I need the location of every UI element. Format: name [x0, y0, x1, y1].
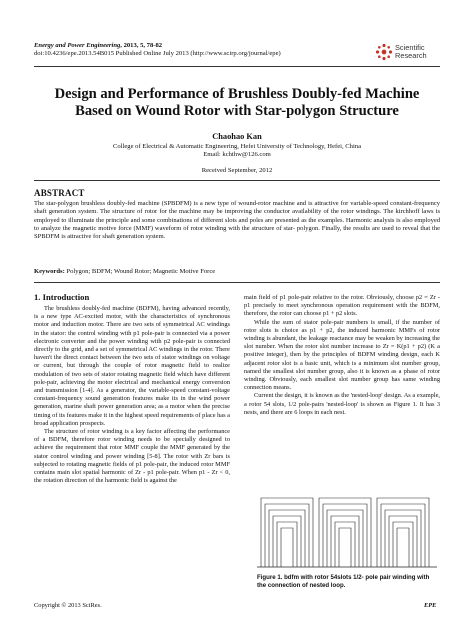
- author-email: Email: kchthw@126.com: [203, 151, 271, 159]
- doi-line: doi:10.4236/epe.2013.54B015 Published Online July 2013 (http://www.scirp.org/journal/epe): [34, 50, 281, 58]
- scientific-research-logo-icon: [375, 43, 393, 61]
- received-date: Received September, 2012: [201, 167, 273, 174]
- journal-header: [34, 42, 281, 59]
- paper-title: [30, 86, 444, 120]
- title-line-2: Based on Wound Rotor with Star-polygon Structure: [75, 103, 399, 119]
- header-rule: [34, 66, 440, 67]
- keywords-label: Keywords:: [34, 268, 65, 275]
- journal-volume: , 2013, 5, 78-82: [120, 42, 163, 49]
- intro-paragraph-5: Current the design, it is known as the 'nested-loop' design. As a example, a rotor 54 slots, 1/2 pole-pairs 'nested-loop' is shown as Figure 1. It has 3 nests, and there are 6 loops in each nest.: [244, 392, 440, 416]
- keywords: [34, 268, 440, 275]
- affiliation: [30, 143, 444, 160]
- nest-2: [319, 498, 371, 567]
- nest-1: [261, 498, 313, 567]
- logo-line-1: Scientific: [395, 43, 425, 52]
- logo-line-2: Research: [395, 51, 427, 61]
- intro-paragraph-4: While the sum of stator pole-pair numbers is small, if the number of rotor slots is choice as p1 + p2, the induced harmonic MMFs of rotor winding is abundant, the leakage reactance may be weaken by increasing the slot number. When the rotor slot number increase to Zr = K(p1 + p2) (K a positive integer), then by the principles of BDFM winding design, each K adjacent rotor slot is a basic unit, which is a minimum slot number group, named the smallest slot number group, also it is known as a phase of rotor winding. Obviously, each smallest slot number group has same winding connection means.: [244, 318, 440, 392]
- author-name: Chaohao Kan: [212, 132, 262, 141]
- intro-paragraph-3: main field of p1 pole-pair relative to the rotor. Obviously, choose p2 = Zr - p1 precisely to meet synchronous operation requirement with the BDFM, therefore, the rotor can choose p1 + p2 slots.: [244, 294, 440, 318]
- intro-paragraph-2: The structure of rotor winding is a key factor affecting the performance of a BDFM, therefore rotor winding needs to be specially designed to achieve the requirement that rotor MMF couple the MMF generated by the stator control winding and power winding [5-8]. The rotor with Zr bars is subjected to rotating magnetic fields of p1 pole-pair, the induced rotor MMF contains main slot spatial harmonic of Zr - p1 pole-pair. When p1 - Zr < 0, the rotation direction of the harmonic field is against the: [34, 428, 230, 485]
- publisher-logo: [375, 41, 445, 67]
- affiliation-text: College of Electrical & Automatic Engineering, Hefei University of Technology, Hefei, China: [112, 143, 361, 150]
- figure-1-caption: Figure 1. bdfm with rotor 54slots 1/2- pole pair winding with the connection of nested loop.: [257, 574, 430, 589]
- figure-1-nested-loop-diagram: [257, 478, 437, 572]
- keywords-list: Polygon; BDFM; Wound Rotor; Magnetic Motive Force: [64, 268, 216, 275]
- abstract-text: The star-polygon brushless doubly-fed machine (SPBDFM) is a new type of wound-rotor machine and is attractive for variable-speed constant-frequency shaft generation system. The structure of rotor for the machine may be improving the conductor availability of the rotor windings. The kirchhoff laws is employed to illuminate the principle and some combinations of different slots and poles are presented as the examples. Harmonic analysis is also employed to analyze the magnetic motive force (MMF) waveform of rotor winding with the structure of star- polygon. Finally, the results are used to reveal that the SPBDFM is attractive for shaft generation system.: [34, 200, 440, 240]
- journal-abbrev: EPE: [424, 602, 437, 609]
- abstract-heading: ABSTRACT: [34, 188, 85, 198]
- abstract-bottom-rule: [34, 282, 440, 283]
- left-column: [34, 305, 230, 485]
- abstract-top-rule: [34, 180, 440, 181]
- nest-3: [377, 498, 429, 567]
- copyright: Copyright © 2013 SciRes.: [34, 602, 102, 609]
- section-heading-introduction: 1. Introduction: [34, 292, 90, 302]
- right-column: [244, 294, 440, 417]
- journal-title: Energy and Power Engineering: [34, 42, 121, 49]
- title-line-1: Design and Performance of Brushless Doubly-fed Machine: [54, 86, 420, 102]
- intro-paragraph-1: The brushless doubly-fed machine (BDFM), having advanced recently, is a new type AC-excited motor, with the characteristics of synchronous motor and induction motor. There are two sets of symmetrical AC windings in the stator: the control winding with p1 pole-pair is connected via a power electronic converter and the power winding with p2 pole-pair is connected directly to the grid, and a set of symmetrical AC windings in the rotor. There haven't the direct contact between the two sets of stator windings on voltage or current, but through the couple of rotor magnetic field to realize modulation of two sets of stator rotating magnetic field which have different pole-pair, achieving the motor electrical and mechanical energy conversion and transmission [1-4]. As a generator, the variable-speed constant-voltage constant-frequency sound generation features make its in the wind power generation, marine shaft power generation area; as a motor when the precise timing of its features make it in the highest speed requirements of place has a broad application prospects.: [34, 305, 230, 427]
